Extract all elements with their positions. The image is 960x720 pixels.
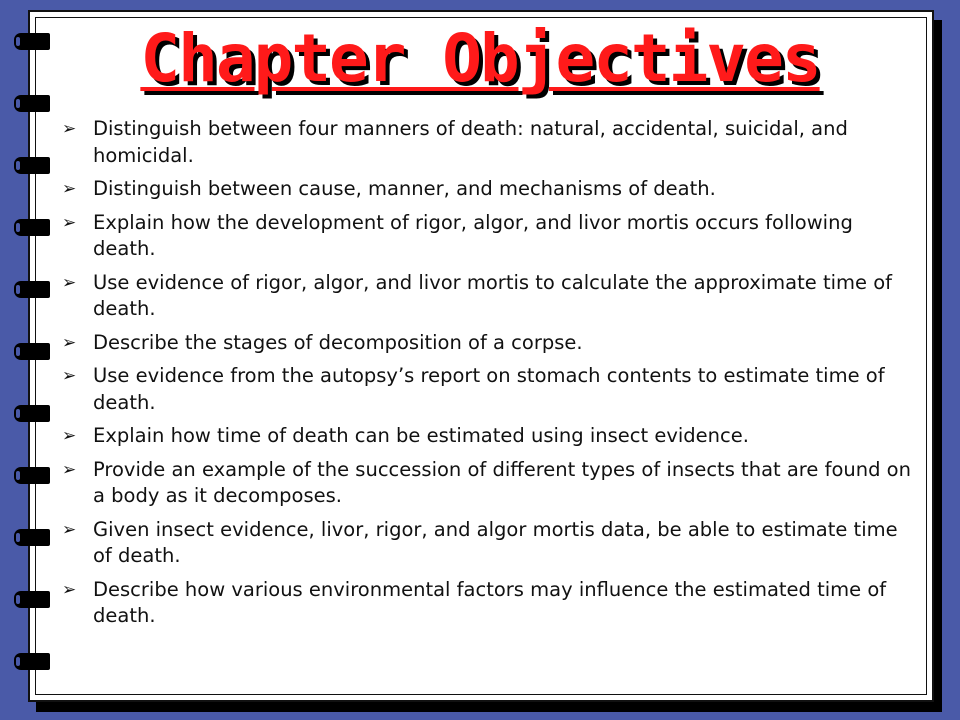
- list-item: [62, 176, 912, 203]
- objective-text: Given insect evidence, livor, rigor, and algor mortis data, be able to estimate time of death.: [93, 517, 898, 567]
- list-item: [62, 457, 912, 510]
- objective-text: Describe the stages of decomposition of a corpse.: [93, 330, 583, 354]
- objective-text: Distinguish between cause, manner, and mechanisms of death.: [93, 177, 716, 200]
- list-item: [62, 210, 912, 263]
- list-item: [62, 423, 912, 450]
- title-container: [0, 16, 960, 102]
- list-item: [62, 517, 912, 570]
- arrow-bullet-icon: ➢: [62, 459, 77, 480]
- arrow-bullet-icon: ➢: [62, 212, 77, 233]
- objective-text: Use evidence of rigor, algor, and livor mortis to calculate the approximate time of death.: [93, 270, 893, 320]
- list-item: [62, 363, 912, 416]
- arrow-bullet-icon: ➢: [62, 519, 77, 540]
- arrow-bullet-icon: ➢: [62, 366, 77, 386]
- arrow-bullet-icon: ➢: [62, 119, 77, 139]
- arrow-bullet-icon: ➢: [62, 332, 77, 353]
- list-item: [62, 116, 912, 169]
- objective-text: Explain how time of death can be estimated using insect evidence.: [93, 424, 749, 447]
- list-item: [62, 577, 912, 630]
- arrow-bullet-icon: ➢: [62, 426, 77, 446]
- objective-text: Provide an example of the succession of different types of insects that are found on a body as it decomposes.: [93, 457, 911, 507]
- list-item: [62, 330, 912, 357]
- arrow-bullet-icon: ➢: [62, 179, 77, 199]
- objective-text: Explain how the development of rigor, algor, and livor mortis occurs following death.: [93, 210, 853, 260]
- objective-text: Distinguish between four manners of death: natural, accidental, suicidal, and homicidal.: [93, 117, 848, 167]
- arrow-bullet-icon: ➢: [62, 579, 77, 600]
- objective-text: Use evidence from the autopsy’s report on stomach contents to estimate time of death.: [93, 364, 885, 414]
- objective-text: Describe how various environmental factors may influence the estimated time of death.: [93, 577, 887, 627]
- arrow-bullet-icon: ➢: [62, 272, 77, 293]
- list-item: [62, 270, 912, 323]
- slide-title: Chapter Objectives: [140, 20, 820, 97]
- objectives-list: [62, 116, 912, 637]
